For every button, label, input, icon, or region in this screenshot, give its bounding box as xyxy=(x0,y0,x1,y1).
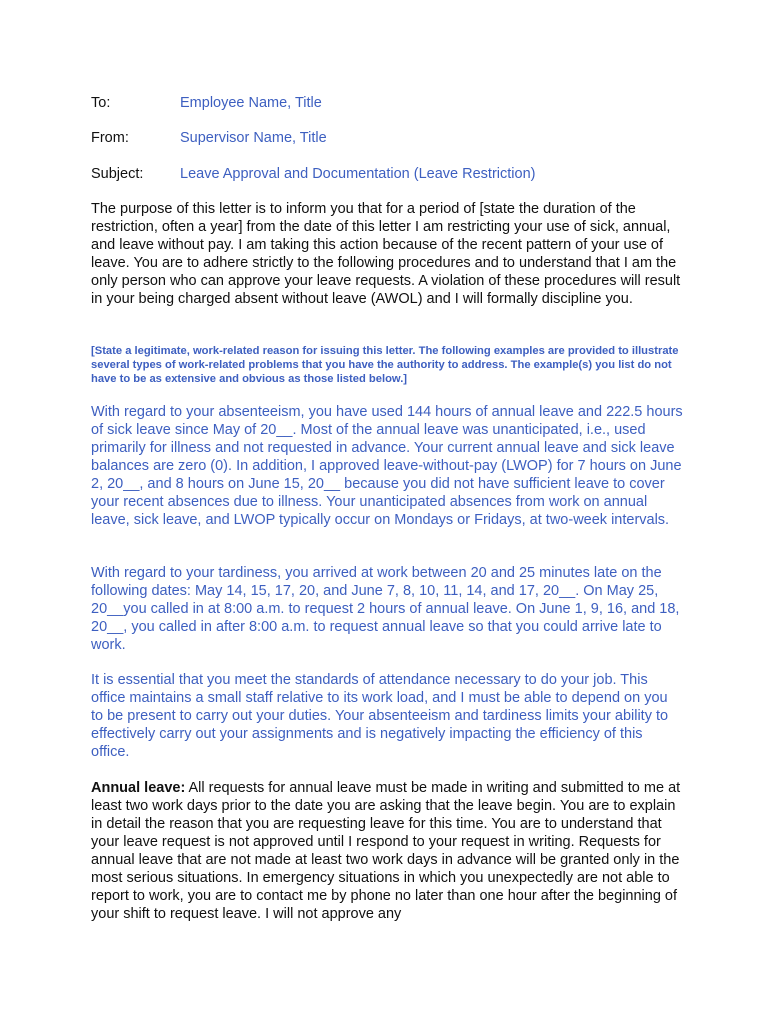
absenteeism-paragraph: With regard to your absenteeism, you have used 144 hours of annual leave and 222.5 hours of sick leave since May of 20__. Most of the annual leave was unanticipated, i.e., used primarily for illness and not requested in advance. Your current annual leave and sick leave balances are zero (0). In addition, I approved leave-without-pay (LWOP) for 7 hours on June 2, 20__, and 8 hours on June 15, 20__ because you did not have sufficient leave to cover your recent absences due to illness. Your unanticipated absences from work on annual leave, sick leave, and LWOP typically occur on Mondays or Fridays, at two-week intervals. xyxy=(91,404,683,528)
tardiness-paragraph: With regard to your tardiness, you arrived at work between 20 and 25 minutes late on the following dates: May 14, 15, 17, 20, and June 7, 8, 10, 11, 14, and 17, 20__. On May 25, 20__you called in at 8:00 a.m. to request 2 hours of annual leave. On June 1, 9, 16, and 18, 20__, you called in after 8:00 a.m. to request annual leave so that you could arrive late to work. xyxy=(91,565,680,653)
memo-from-value: Supervisor Name, Title xyxy=(180,130,327,146)
memo-from-label: From: xyxy=(91,130,129,146)
purpose-paragraph: The purpose of this letter is to inform you that for a period of [state the duration of the restriction, often a year] from the date of this letter I am restricting your use of sick, annual, and leave without pay. I am taking this action because of the recent pattern of your use of leave. You are to adhere strictly to the following procedures and to understand that I am the only person who can approve your leave requests. A violation of these procedures will result in your being charged absent without leave (AWOL) and I will formally discipline you. xyxy=(91,201,681,307)
memo-subject-value: Leave Approval and Documentation (Leave Restriction) xyxy=(180,166,536,182)
annual-leave-heading: Annual leave: xyxy=(91,780,186,796)
attendance-standards-paragraph: It is essential that you meet the standards of attendance necessary to do your job. This office maintains a small staff relative to its work load, and I must be able to depend on you to be present to carry out your duties. Your absenteeism and tardiness limits your ability to effectively carry out your assignments and is negatively impacting the efficiency of this office. xyxy=(91,672,669,760)
memo-to-label: To: xyxy=(91,95,111,111)
memo-to-value: Employee Name, Title xyxy=(180,95,322,111)
annual-leave-paragraph xyxy=(91,779,683,923)
instruction-note: [State a legitimate, work-related reason for issuing this letter. The following examples are provided to illustrate several types of work-related problems that you have the authority to address. The example(s) you list do not have to be as extensive and obvious as those listed below.] xyxy=(91,345,679,385)
annual-leave-text: All requests for annual leave must be made in writing and submitted to me at least two work days prior to the date you are asking that the leave begin. You are to explain in detail the reason that you are requesting leave for this time. You are to understand that your leave request is not approved until I respond to your request in writing. Requests for annual leave that are not made at least two work days in advance will be granted only in the most serious situations. In emergency situations in which you unexpectedly are not able to report to work, you are to contact me by phone no later than one hour after the beginning of your shift to request leave. I will not approve any xyxy=(91,780,681,922)
memo-subject-label: Subject: xyxy=(91,166,144,182)
